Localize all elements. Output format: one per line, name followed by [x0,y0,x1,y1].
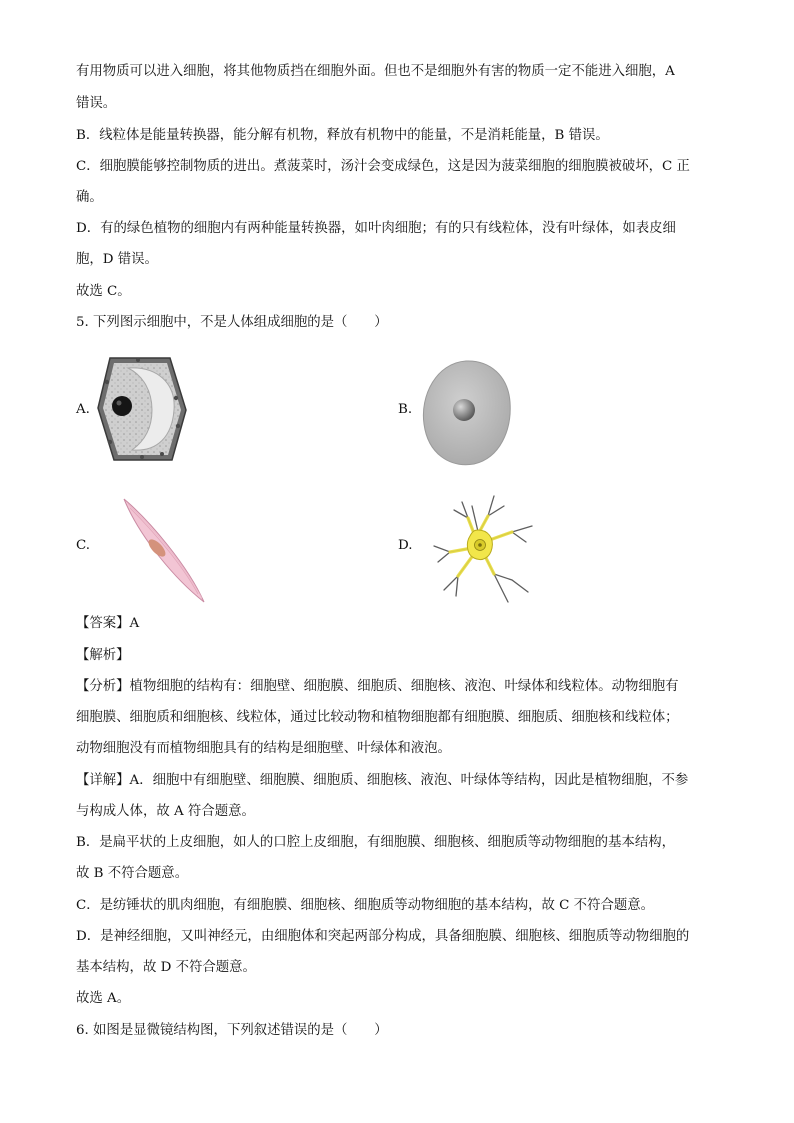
text-line-7: 胞，D 错误。 [76,252,158,267]
text-line-4: C．细胞膜能够控制物质的进出。煮菠菜时，汤汁会变成绿色，这是因为菠菜细胞的细胞膜被破坏，C 正 [76,159,690,174]
text-line-13: 细胞膜、细胞质和细胞核、线粒体，通过比较动物和植物细胞都有细胞膜、细胞质、细胞核和线粒体； [76,710,679,725]
text-line-17: B．是扁平状的上皮细胞，如人的口腔上皮细胞，有细胞膜、细胞核、细胞质等动物细胞的基本结构， [76,835,676,850]
question-6-stem: 6. 如图是显微镜结构图，下列叙述错误的是（ ） [76,1023,388,1038]
text-line-21: 基本结构，故 D 不符合题意。 [76,960,256,975]
text-line-1: 有用物质可以进入细胞，将其他物质挡在细胞外面。但也不是细胞外有害的物质一定不能进入细胞，A [76,64,675,79]
text-line-8: 故选 C。 [76,284,131,299]
muscle-cell-figure [120,496,208,606]
text-line-12: 【分析】植物细胞的结构有：细胞壁、细胞膜、细胞质、细胞核、液泡、叶绿体和线粒体。动物细胞有 [76,679,679,694]
epithelial-cell-figure [420,358,514,468]
text-line-6: D．有的绿色植物的细胞内有两种能量转换器，如叶肉细胞；有的只有线粒体，没有叶绿体，如表皮细 [76,221,676,236]
answer-line: 【答案】A [76,616,140,631]
option-a-label: A. [76,402,90,417]
analysis-heading: 【解析】 [76,648,130,663]
text-line-3: B．线粒体是能量转换器，能分解有机物，释放有机物中的能量，不是消耗能量，B 错误。 [76,128,609,143]
text-line-15: 【详解】A．细胞中有细胞壁、细胞膜、细胞质、细胞核、液泡、叶绿体等结构，因此是植物细胞，不参 [76,773,689,788]
option-c-label: C. [76,538,91,553]
text-line-22: 故选 A。 [76,991,131,1006]
plant-cell-figure [92,354,192,466]
text-line-5: 确。 [76,190,103,205]
text-line-2: 错误。 [76,96,117,111]
option-b-label: B. [398,402,413,417]
option-d-label: D. [398,538,413,553]
text-line-20: D．是神经细胞，又叫神经元，由细胞体和突起两部分构成，具备细胞膜、细胞核、细胞质等动物细胞的 [76,929,690,944]
neuron-figure [428,492,536,604]
text-line-14: 动物细胞没有而植物细胞具有的结构是细胞壁、叶绿体和液泡。 [76,741,451,756]
text-line-16: 与构成人体，故 A 符合题意。 [76,804,255,819]
text-line-18: 故 B 不符合题意。 [76,866,189,881]
question-5-stem: 5. 下列图示细胞中，不是人体组成细胞的是（ ） [76,315,388,330]
text-line-19: C．是纺锤状的肌肉细胞，有细胞膜、细胞核、细胞质等动物细胞的基本结构，故 C 不符合题意。 [76,898,655,913]
